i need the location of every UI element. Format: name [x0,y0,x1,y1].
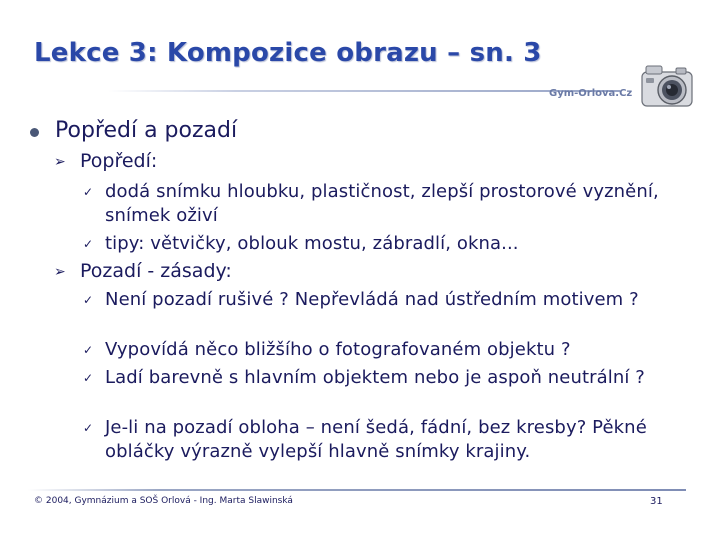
list-item-text: Není pozadí rušivé ? Nepřevládá nad ústředním motivem ? [105,289,639,310]
list-item-text: Ladí barevně s hlavním objektem nebo je aspoň neutrální ? [105,367,645,388]
check-bullet-icon: ✓ [83,371,94,385]
list-item [83,232,683,256]
list-item [83,366,683,390]
section-popredi [54,150,157,174]
title-divider [108,90,620,92]
footer-divider [28,489,686,491]
list-item-text: Vypovídá něco bližšího o fotografovaném objektu ? [105,339,571,360]
heading-text: Popředí a pozadí [55,118,238,143]
check-bullet-icon: ✓ [83,293,94,307]
footer-copyright: © 2004, Gymnázium a SOŠ Orlová - Ing. Marta Slawinská [34,496,293,506]
arrow-bullet-icon: ➢ [54,154,66,170]
heading-popredi-a-pozadi [30,118,237,143]
section-pozadi [54,260,232,284]
list-item [83,416,683,464]
slide-title: Lekce 3: Kompozice obrazu – sn. 3 [34,38,542,68]
section-label: Pozadí - zásady: [80,260,232,282]
list-item-text: dodá snímku hloubku, plastičnost, zlepší prostorové vyznění, snímek oživí [105,181,659,226]
site-label: Gym-Orlova.Cz [549,88,633,99]
camera-icon [638,58,698,114]
list-item-text: Je-li na pozadí obloha – není šedá, fádní, bez kresby? Pěkné obláčky výrazně vylepší hlavně snímky krajiny. [105,417,647,462]
section-label: Popředí: [80,150,158,172]
round-bullet-icon [30,128,39,137]
check-bullet-icon: ✓ [83,185,94,199]
list-item [83,180,683,228]
list-item-text: tipy: větvičky, oblouk mostu, zábradlí, okna... [105,233,519,254]
check-bullet-icon: ✓ [83,237,94,251]
page-number: 31 [650,496,663,507]
list-item [83,338,683,362]
check-bullet-icon: ✓ [83,343,94,357]
check-bullet-icon: ✓ [83,421,94,435]
list-item [83,288,683,312]
arrow-bullet-icon: ➢ [54,264,66,280]
